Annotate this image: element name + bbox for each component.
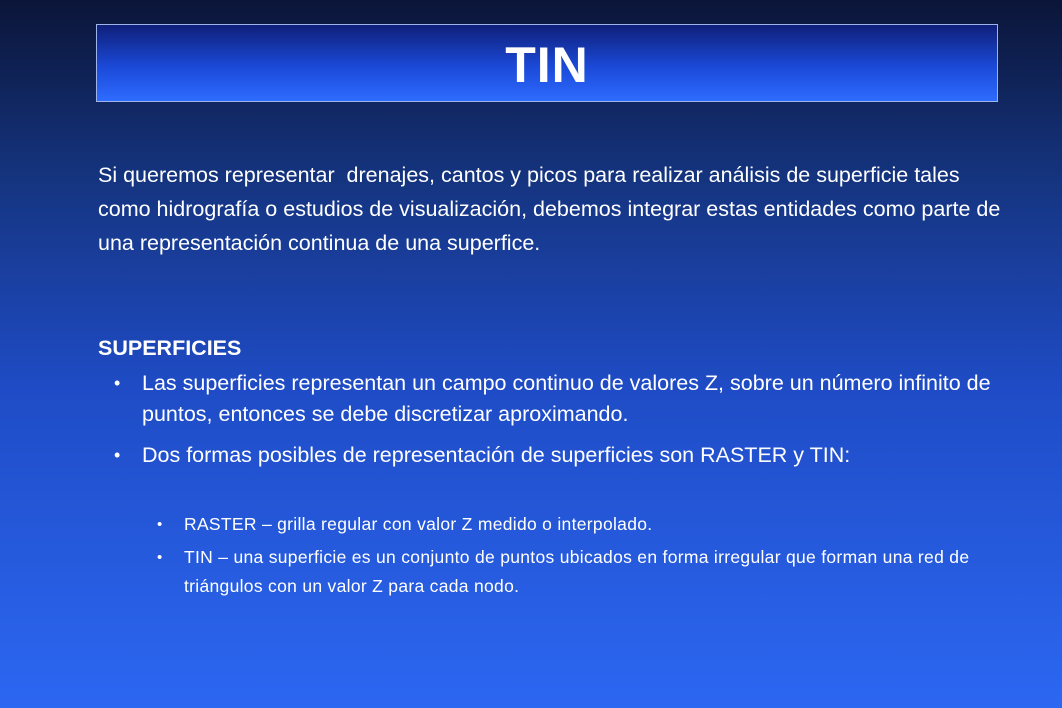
bullet-item — [98, 440, 998, 471]
sub-bullet-text: TIN – una superficie es un conjunto de puntos ubicados en forma irregular que forman una red de triángulos con un valor Z para cada nodo. — [184, 547, 970, 596]
sub-bullet-item — [157, 510, 982, 539]
slide-title: TIN — [505, 37, 589, 93]
sub-bullet-item — [157, 543, 982, 601]
section-heading: SUPERFICIES — [98, 336, 242, 360]
slide-title-box — [96, 24, 998, 102]
sub-bullet-icon: • — [157, 549, 163, 566]
intro-paragraph: Si queremos representar drenajes, cantos y picos para realizar análisis de superficie tales como hidrografía o estudios de visualización, debemos integrar estas entidades como parte de una representación continua de una superfice. — [98, 163, 1007, 255]
sub-bullet-text: RASTER – grilla regular con valor Z medido o interpolado. — [184, 514, 653, 534]
bullet-text: Dos formas posibles de representación de superficies son RASTER y TIN: — [142, 443, 851, 467]
bullet-item — [98, 368, 998, 430]
bullet-icon: • — [114, 373, 121, 393]
bullet-icon: • — [114, 445, 121, 465]
bullet-text: Las superficies representan un campo continuo de valores Z, sobre un número infinito de puntos, entonces se debe discretizar aproximando. — [142, 371, 991, 426]
sub-bullet-icon: • — [157, 516, 163, 533]
